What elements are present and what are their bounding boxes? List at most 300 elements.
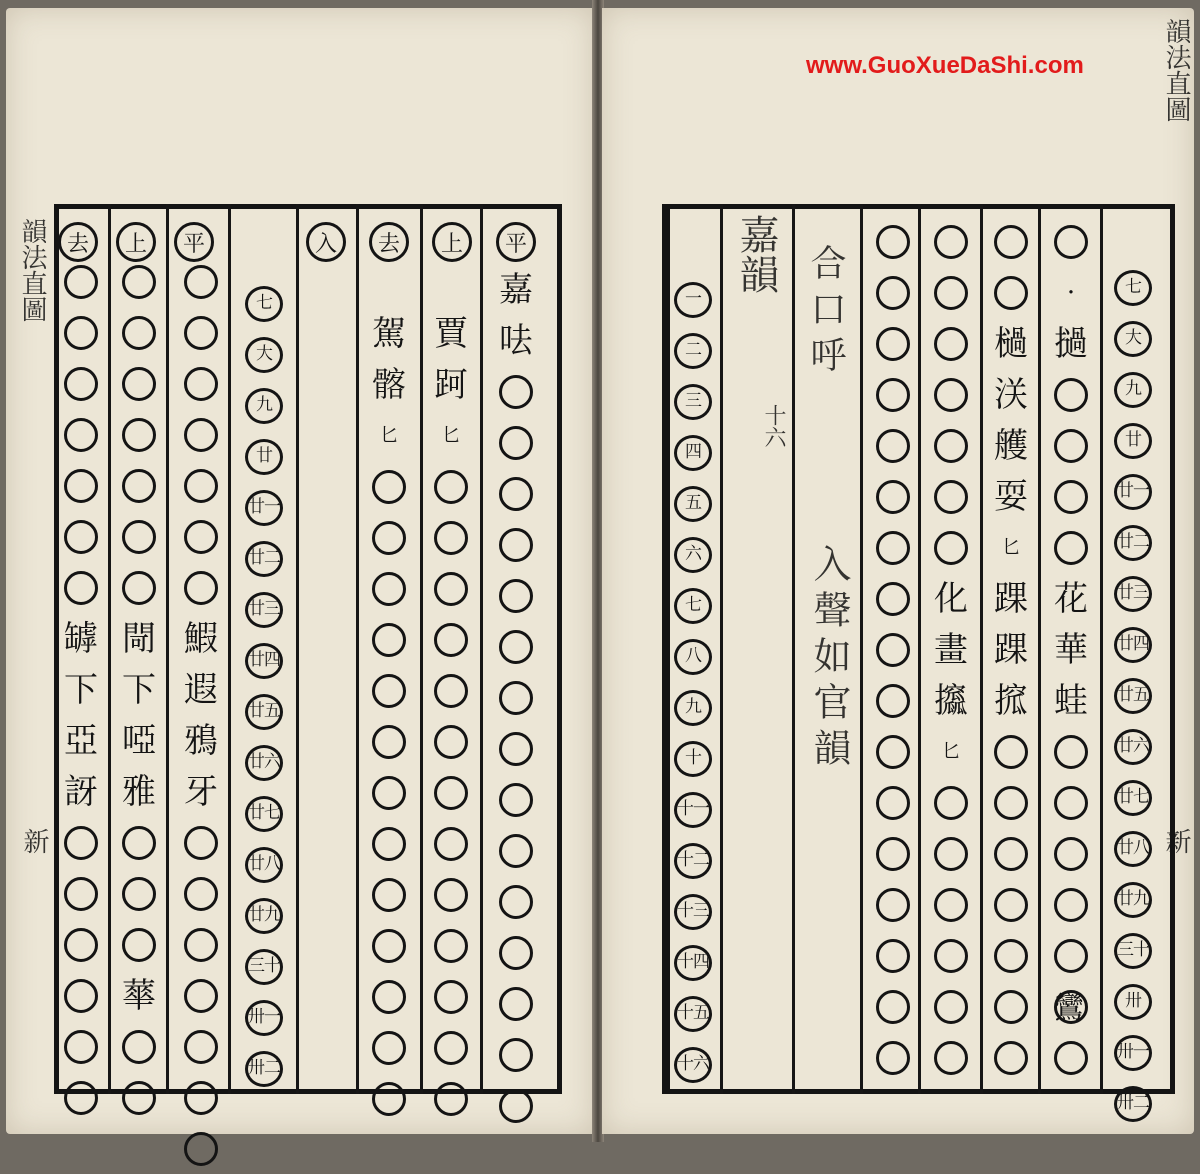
glyph-text: 蛙 bbox=[1054, 680, 1088, 721]
empty-circle-icon bbox=[1042, 216, 1100, 267]
empty-circle-icon bbox=[422, 716, 480, 767]
circled-number bbox=[1104, 466, 1162, 517]
empty-circle-icon bbox=[52, 511, 110, 562]
left-margin-title: 韻法直圖 bbox=[17, 218, 47, 322]
circled-number-label: 廿五 bbox=[1114, 678, 1152, 714]
circle-mark bbox=[1054, 735, 1088, 769]
circled-number bbox=[664, 784, 722, 835]
circle-mark bbox=[934, 786, 968, 820]
glyph-text: 搲 bbox=[994, 680, 1028, 721]
circled-number bbox=[664, 682, 722, 733]
empty-circle-icon bbox=[172, 817, 230, 868]
circle-mark bbox=[499, 987, 533, 1021]
empty-circle-icon bbox=[487, 672, 545, 723]
circled-number-label: 五 bbox=[674, 486, 712, 522]
circled-number bbox=[1104, 262, 1162, 313]
glyph-text: 罅 bbox=[64, 618, 98, 659]
circle-mark bbox=[876, 276, 910, 310]
circled-number bbox=[235, 278, 293, 329]
circle-mark bbox=[184, 571, 218, 605]
circled-number-label: 廿 bbox=[245, 439, 283, 475]
empty-circle-icon bbox=[360, 563, 418, 614]
circled-number-label: 六 bbox=[674, 537, 712, 573]
glyph bbox=[360, 410, 418, 461]
glyph bbox=[52, 766, 110, 817]
circled-number-label: 廿三 bbox=[245, 592, 283, 628]
empty-circle-icon bbox=[922, 828, 980, 879]
circled-number-label: 十三 bbox=[674, 894, 712, 930]
circle-mark bbox=[876, 888, 910, 922]
glyph-text: 閜 bbox=[122, 618, 156, 659]
circled-number-label: 十六 bbox=[674, 1047, 712, 1083]
circle-mark bbox=[184, 826, 218, 860]
glyph-text: 賈 bbox=[434, 313, 468, 354]
circled-number-label: 一 bbox=[674, 282, 712, 318]
empty-circle-icon bbox=[487, 876, 545, 927]
empty-circle-icon bbox=[422, 512, 480, 563]
empty-circle-icon bbox=[360, 818, 418, 869]
circled-number-label: 十一 bbox=[674, 792, 712, 828]
circled-number bbox=[235, 890, 293, 941]
circle-mark bbox=[122, 367, 156, 401]
rhyme-note: 入聲如官韻 bbox=[807, 544, 851, 774]
empty-circle-icon bbox=[864, 981, 922, 1032]
circle-mark bbox=[876, 327, 910, 361]
circle-mark bbox=[876, 582, 910, 616]
circle-mark bbox=[64, 1030, 98, 1064]
circle-mark bbox=[1054, 225, 1088, 259]
empty-circle-icon bbox=[172, 256, 230, 307]
empty-circle-icon bbox=[52, 970, 110, 1021]
circle-mark bbox=[934, 837, 968, 871]
empty-circle-icon bbox=[110, 511, 168, 562]
empty-circle-icon bbox=[52, 307, 110, 358]
glyph bbox=[982, 624, 1040, 675]
empty-circle-icon bbox=[172, 358, 230, 409]
empty-circle-icon bbox=[922, 471, 980, 522]
circle-mark bbox=[876, 990, 910, 1024]
circled-number bbox=[664, 274, 722, 325]
column-rule bbox=[480, 204, 483, 1094]
circle-mark bbox=[876, 429, 910, 463]
circled-number bbox=[235, 839, 293, 890]
circle-mark bbox=[64, 316, 98, 350]
empty-circle-icon bbox=[52, 460, 110, 511]
empty-circle-icon bbox=[487, 825, 545, 876]
circle-mark bbox=[122, 265, 156, 299]
circled-number bbox=[235, 686, 293, 737]
circled-number-label: 卅 bbox=[1114, 984, 1152, 1020]
empty-circle-icon bbox=[1042, 369, 1100, 420]
circled-number bbox=[235, 941, 293, 992]
empty-circle-icon bbox=[487, 417, 545, 468]
circle-mark bbox=[64, 877, 98, 911]
tone-tag-ping-2: 平 bbox=[174, 222, 214, 262]
circle-mark bbox=[64, 571, 98, 605]
circled-number bbox=[1104, 568, 1162, 619]
empty-circle-icon bbox=[982, 879, 1040, 930]
empty-circle-icon bbox=[982, 777, 1040, 828]
circle-mark bbox=[184, 1030, 218, 1064]
empty-circle-icon bbox=[864, 930, 922, 981]
circle-mark bbox=[122, 877, 156, 911]
circle-mark bbox=[499, 528, 533, 562]
circle-mark bbox=[876, 480, 910, 514]
circle-mark bbox=[372, 878, 406, 912]
circled-number bbox=[235, 482, 293, 533]
circled-number-label: 卅二 bbox=[245, 1051, 283, 1087]
circle-mark bbox=[122, 826, 156, 860]
glyph-text: 匕 bbox=[380, 424, 398, 446]
glyph-text: 化 bbox=[934, 578, 968, 619]
glyph bbox=[1042, 318, 1100, 369]
circle-mark bbox=[994, 276, 1028, 310]
glyph-text: 踝 bbox=[994, 578, 1028, 619]
circle-mark bbox=[122, 469, 156, 503]
empty-circle-icon bbox=[1042, 726, 1100, 777]
glyph-text: 呿 bbox=[499, 320, 533, 361]
circle-mark bbox=[64, 1081, 98, 1115]
circle-mark bbox=[876, 633, 910, 667]
empty-circle-icon bbox=[922, 879, 980, 930]
circle-mark bbox=[994, 225, 1028, 259]
circled-number bbox=[664, 325, 722, 376]
circle-mark bbox=[499, 1089, 533, 1123]
circle-mark bbox=[1054, 429, 1088, 463]
empty-circle-icon bbox=[1042, 420, 1100, 471]
circle-mark bbox=[184, 418, 218, 452]
circle-mark bbox=[122, 928, 156, 962]
circled-number bbox=[235, 635, 293, 686]
circle-mark bbox=[372, 470, 406, 504]
column-rule bbox=[860, 204, 863, 1094]
circle-mark bbox=[434, 776, 468, 810]
circled-number bbox=[1104, 772, 1162, 823]
glyph-text: 畫 bbox=[934, 629, 968, 670]
circle-mark bbox=[499, 783, 533, 817]
circle-mark bbox=[64, 469, 98, 503]
glyph bbox=[487, 315, 545, 366]
empty-circle-icon bbox=[1042, 471, 1100, 522]
circled-number bbox=[664, 937, 722, 988]
circle-mark bbox=[372, 1031, 406, 1065]
circle-mark bbox=[64, 826, 98, 860]
glyph bbox=[52, 715, 110, 766]
empty-circle-icon bbox=[172, 1072, 230, 1123]
circled-number-label: 二 bbox=[674, 333, 712, 369]
glyph-text: 駕 bbox=[372, 313, 406, 354]
empty-circle-icon bbox=[52, 358, 110, 409]
circle-mark bbox=[372, 776, 406, 810]
empty-circle-icon bbox=[422, 818, 480, 869]
empty-circle-icon bbox=[360, 1073, 418, 1124]
glyph bbox=[172, 664, 230, 715]
circle-mark bbox=[184, 265, 218, 299]
left-margin-bottom: 新 bbox=[19, 828, 49, 854]
circle-mark bbox=[876, 225, 910, 259]
empty-circle-icon bbox=[982, 267, 1040, 318]
circle-mark bbox=[64, 520, 98, 554]
empty-circle-icon bbox=[922, 216, 980, 267]
circle-mark bbox=[64, 367, 98, 401]
glyph bbox=[982, 318, 1040, 369]
glyph bbox=[1042, 624, 1100, 675]
glyph bbox=[922, 726, 980, 777]
glyph bbox=[922, 573, 980, 624]
empty-circle-icon bbox=[982, 726, 1040, 777]
empty-circle-icon bbox=[922, 522, 980, 573]
empty-circle-icon bbox=[487, 723, 545, 774]
glyph-text: 花 bbox=[1054, 578, 1088, 619]
glyph bbox=[982, 471, 1040, 522]
empty-circle-icon bbox=[422, 665, 480, 716]
circled-number-label: 三十 bbox=[245, 949, 283, 985]
column-rule bbox=[1100, 204, 1103, 1094]
circle-mark bbox=[934, 480, 968, 514]
circled-number-label: 廿八 bbox=[245, 847, 283, 883]
circle-mark bbox=[64, 979, 98, 1013]
circle-mark bbox=[1054, 531, 1088, 565]
circle-mark bbox=[122, 571, 156, 605]
circled-number-label: 十 bbox=[674, 741, 712, 777]
column-rule bbox=[296, 204, 299, 1094]
tone-tag-ru: 入 bbox=[306, 222, 346, 262]
circled-number bbox=[664, 478, 722, 529]
empty-circle-icon bbox=[172, 919, 230, 970]
circle-mark bbox=[122, 1081, 156, 1115]
empty-circle-icon bbox=[110, 919, 168, 970]
circled-number-label: 廿四 bbox=[1114, 627, 1152, 663]
glyph bbox=[360, 308, 418, 359]
circle-mark bbox=[994, 888, 1028, 922]
circle-mark bbox=[434, 1031, 468, 1065]
empty-circle-icon bbox=[982, 930, 1040, 981]
circled-number bbox=[235, 1043, 293, 1094]
empty-circle-icon bbox=[110, 1021, 168, 1072]
empty-circle-icon bbox=[487, 774, 545, 825]
circle-mark bbox=[372, 827, 406, 861]
right-margin-title: 韻法直圖 bbox=[1161, 18, 1191, 122]
circle-mark bbox=[184, 316, 218, 350]
circle-mark bbox=[184, 877, 218, 911]
circled-number-label: 廿四 bbox=[245, 643, 283, 679]
circle-mark bbox=[64, 418, 98, 452]
empty-circle-icon bbox=[52, 868, 110, 919]
empty-circle-icon bbox=[110, 868, 168, 919]
empty-circle-icon bbox=[922, 267, 980, 318]
circled-number bbox=[235, 431, 293, 482]
circled-number-label: 廿二 bbox=[245, 541, 283, 577]
circled-number-label: 卅一 bbox=[245, 1000, 283, 1036]
circle-mark bbox=[499, 681, 533, 715]
empty-circle-icon bbox=[172, 1021, 230, 1072]
circled-number bbox=[235, 329, 293, 380]
circle-mark bbox=[994, 837, 1028, 871]
glyph-text: 跒 bbox=[434, 364, 468, 405]
circle-mark bbox=[499, 834, 533, 868]
circle-mark bbox=[499, 630, 533, 664]
empty-circle-icon bbox=[864, 624, 922, 675]
circled-number bbox=[664, 835, 722, 886]
circled-number bbox=[664, 1039, 722, 1090]
circled-number-label: 廿三 bbox=[1114, 576, 1152, 612]
circled-number-label: 廿二 bbox=[1114, 525, 1152, 561]
empty-circle-icon bbox=[422, 767, 480, 818]
empty-circle-icon bbox=[110, 307, 168, 358]
circled-number bbox=[235, 992, 293, 1043]
circle-mark bbox=[1054, 378, 1088, 412]
empty-circle-icon bbox=[864, 1032, 922, 1083]
circle-mark bbox=[876, 939, 910, 973]
circle-mark bbox=[434, 725, 468, 759]
circle-mark bbox=[1054, 480, 1088, 514]
glyph bbox=[1042, 675, 1100, 726]
circle-mark bbox=[934, 1041, 968, 1075]
circled-number-label: 廿一 bbox=[1114, 474, 1152, 510]
circle-mark bbox=[372, 623, 406, 657]
circled-number-label: 大 bbox=[245, 337, 283, 373]
circled-number-label: 八 bbox=[674, 639, 712, 675]
circled-number-label: 廿九 bbox=[245, 898, 283, 934]
circled-number bbox=[664, 631, 722, 682]
empty-circle-icon bbox=[172, 409, 230, 460]
circled-number bbox=[664, 529, 722, 580]
circle-mark bbox=[372, 1082, 406, 1116]
glyph bbox=[360, 359, 418, 410]
empty-circle-icon bbox=[864, 573, 922, 624]
circled-number bbox=[235, 533, 293, 584]
circled-number-label: 三十 bbox=[1114, 933, 1152, 969]
empty-circle-icon bbox=[172, 868, 230, 919]
circle-mark bbox=[1054, 888, 1088, 922]
circled-number bbox=[1104, 670, 1162, 721]
empty-circle-icon bbox=[110, 817, 168, 868]
glyph bbox=[52, 664, 110, 715]
circle-mark bbox=[184, 1132, 218, 1166]
circle-mark bbox=[434, 929, 468, 963]
empty-circle-icon bbox=[487, 468, 545, 519]
empty-circle-icon bbox=[487, 927, 545, 978]
circle-mark bbox=[934, 990, 968, 1024]
circle-mark bbox=[934, 888, 968, 922]
circle-mark bbox=[499, 426, 533, 460]
circle-mark bbox=[434, 470, 468, 504]
empty-circle-icon bbox=[110, 256, 168, 307]
empty-circle-icon bbox=[922, 1032, 980, 1083]
circled-number bbox=[664, 427, 722, 478]
empty-circle-icon bbox=[172, 307, 230, 358]
empty-circle-icon bbox=[922, 420, 980, 471]
empty-circle-icon bbox=[52, 817, 110, 868]
glyph-text: 下 bbox=[64, 669, 98, 710]
circled-number bbox=[1104, 1027, 1162, 1078]
circled-number-label: 九 bbox=[1114, 372, 1152, 408]
empty-circle-icon bbox=[864, 879, 922, 930]
circle-mark bbox=[122, 1030, 156, 1064]
circle-mark bbox=[934, 531, 968, 565]
circle-mark bbox=[994, 990, 1028, 1024]
empty-circle-icon bbox=[864, 675, 922, 726]
glyph-text: 檛 bbox=[994, 323, 1028, 364]
circled-number-label: 十二 bbox=[674, 843, 712, 879]
tone-tag-ping: 平 bbox=[496, 222, 536, 262]
empty-circle-icon bbox=[52, 1072, 110, 1123]
empty-circle-icon bbox=[982, 216, 1040, 267]
circle-mark bbox=[122, 316, 156, 350]
circled-number-label: 廿九 bbox=[1114, 882, 1152, 918]
empty-circle-icon bbox=[110, 358, 168, 409]
glyph bbox=[422, 359, 480, 410]
circle-mark bbox=[372, 929, 406, 963]
glyph bbox=[922, 624, 980, 675]
empty-circle-icon bbox=[1042, 777, 1100, 828]
empty-circle-icon bbox=[172, 1123, 230, 1174]
glyph bbox=[110, 766, 168, 817]
tone-tag-shang-2: 上 bbox=[116, 222, 156, 262]
empty-circle-icon bbox=[172, 970, 230, 1021]
circled-number-label: 卅一 bbox=[1114, 1035, 1152, 1071]
empty-circle-icon bbox=[864, 420, 922, 471]
empty-circle-icon bbox=[52, 562, 110, 613]
circled-number-label: 十五 bbox=[674, 996, 712, 1032]
circle-mark bbox=[934, 939, 968, 973]
circled-number bbox=[664, 886, 722, 937]
right-margin-bottom: 新 bbox=[1161, 828, 1191, 854]
empty-circle-icon bbox=[360, 767, 418, 818]
glyph bbox=[422, 308, 480, 359]
tone-tag-shang: 上 bbox=[432, 222, 472, 262]
tone-tag-qu: 去 bbox=[369, 222, 409, 262]
circled-number bbox=[235, 380, 293, 431]
empty-circle-icon bbox=[52, 409, 110, 460]
glyph-text: 鰕 bbox=[184, 618, 218, 659]
circle-mark bbox=[499, 579, 533, 613]
empty-circle-icon bbox=[487, 1080, 545, 1131]
circled-number bbox=[1104, 364, 1162, 415]
empty-circle-icon bbox=[172, 511, 230, 562]
empty-circle-icon bbox=[52, 1021, 110, 1072]
glyph-text: 遐 bbox=[184, 669, 218, 710]
glyph bbox=[487, 264, 545, 315]
empty-circle-icon bbox=[52, 256, 110, 307]
circled-number bbox=[664, 580, 722, 631]
circled-number-label: 七 bbox=[245, 286, 283, 322]
circle-mark bbox=[434, 827, 468, 861]
glyph bbox=[982, 675, 1040, 726]
empty-circle-icon bbox=[922, 777, 980, 828]
circle-mark bbox=[122, 520, 156, 554]
empty-circle-icon bbox=[422, 971, 480, 1022]
circled-number bbox=[1104, 721, 1162, 772]
empty-circle-icon bbox=[864, 726, 922, 777]
empty-circle-icon bbox=[172, 460, 230, 511]
circle-mark bbox=[876, 786, 910, 820]
circle-mark bbox=[499, 885, 533, 919]
circled-number bbox=[664, 733, 722, 784]
empty-circle-icon bbox=[982, 828, 1040, 879]
glyph bbox=[982, 369, 1040, 420]
circled-number bbox=[235, 737, 293, 788]
glyph-text: 牙 bbox=[184, 771, 218, 812]
empty-circle-icon bbox=[110, 562, 168, 613]
glyph-text: 踝 bbox=[994, 629, 1028, 670]
empty-circle-icon bbox=[487, 519, 545, 570]
glyph bbox=[1042, 267, 1100, 318]
empty-circle-icon bbox=[982, 1032, 1040, 1083]
circled-number-label: 廿一 bbox=[245, 490, 283, 526]
glyph bbox=[110, 664, 168, 715]
glyph-text: 匕 bbox=[442, 424, 460, 446]
